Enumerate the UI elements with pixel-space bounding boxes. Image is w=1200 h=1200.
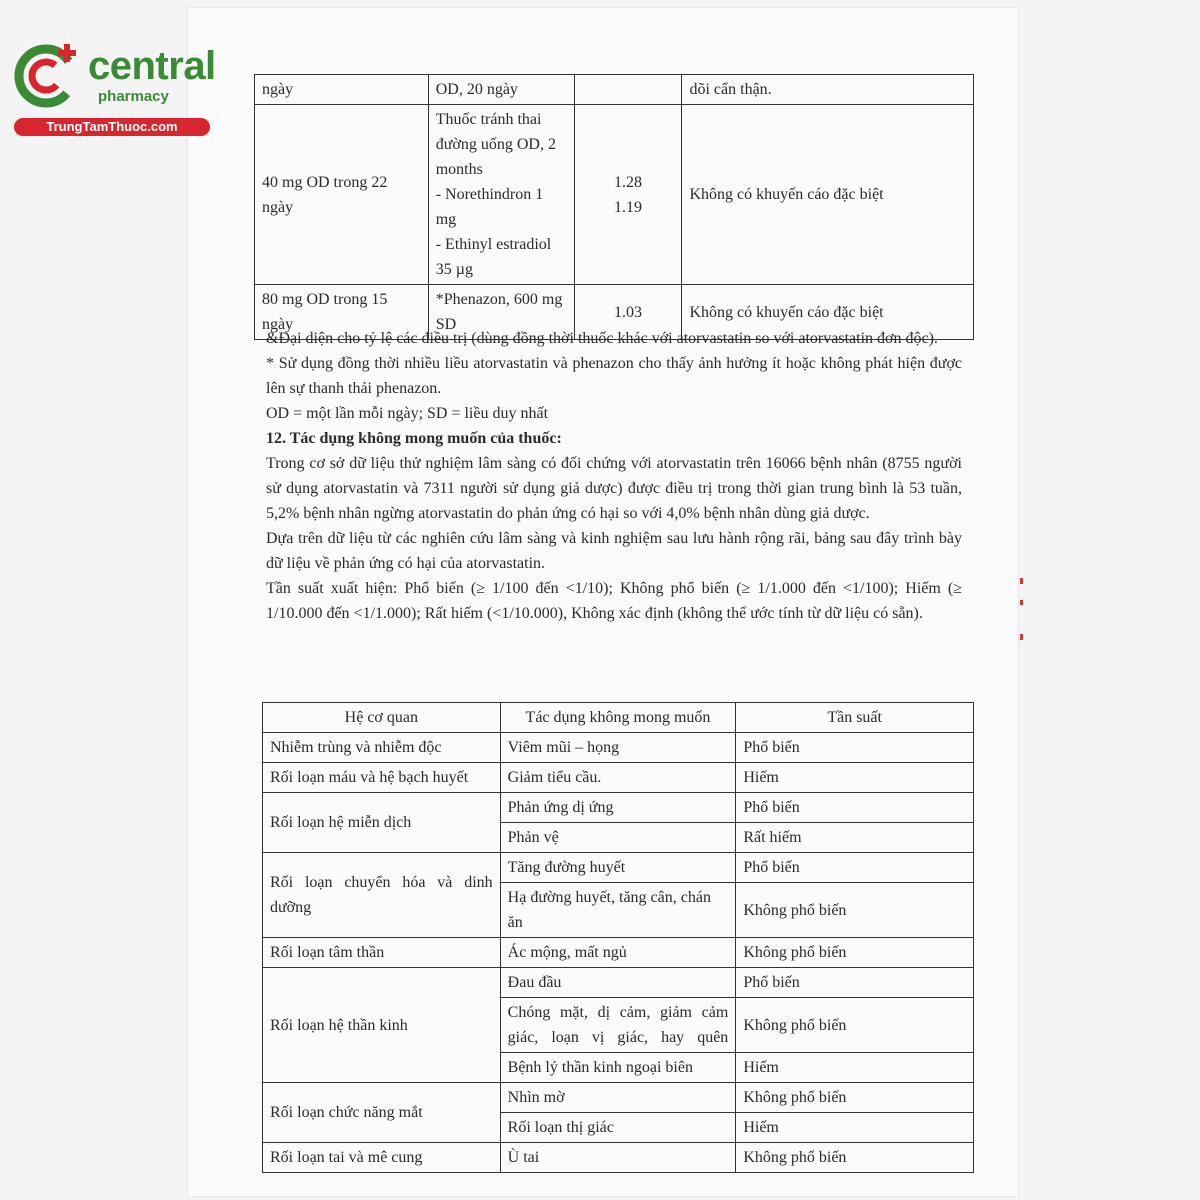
organ-system-cell: Nhiễm trùng và nhiễm độc [263, 733, 501, 763]
margin-mark [1020, 578, 1023, 584]
logo-sub: pharmacy [98, 88, 169, 105]
effect-cell: Tăng đường huyết [500, 853, 736, 883]
effect-cell: Phản ứng dị ứng [500, 793, 736, 823]
organ-system-cell: Rối loạn chuyển hóa và dinh dưỡng [263, 853, 501, 938]
table-row [263, 938, 974, 968]
effect-cell: Giảm tiểu cầu. [500, 763, 736, 793]
cell-line: *Phenazon, 600 mg SD [435, 291, 563, 333]
table-cell [682, 105, 974, 285]
table-row [263, 853, 974, 883]
frequency-cell: Rất hiếm [736, 823, 974, 853]
margin-mark [1020, 600, 1023, 605]
section-heading: 12. Tác dụng không mong muốn của thuốc: [266, 430, 562, 447]
logo-site-url[interactable]: TrungTamThuoc.com [14, 118, 210, 136]
table-row [263, 793, 974, 823]
effect-cell: Bệnh lý thần kinh ngoại biên [500, 1053, 736, 1083]
table-row [255, 75, 974, 105]
column-header: Tác dụng không mong muốn [500, 703, 736, 733]
cell-text: dõi cẩn thận. [689, 81, 772, 98]
effect-cell: Phản vệ [500, 823, 736, 853]
footnote-asterisk: * Sử dụng đồng thời nhiều liều atorvastatin và phenazon cho thấy ảnh hưởng ít hoặc không phát hiện được lên sự thanh thải phenazon. [266, 355, 962, 397]
table-cell [255, 105, 429, 285]
organ-system-cell: Rối loạn tai và mê cung [263, 1143, 501, 1173]
cell-text: 80 mg OD trong 15 ngày [262, 291, 388, 333]
column-header: Tần suất [736, 703, 974, 733]
frequency-cell: Không phổ biến [736, 1143, 974, 1173]
margin-mark [1020, 634, 1023, 640]
ratio-value: 1.19 [614, 198, 643, 216]
effect-cell: Đau đầu [500, 968, 736, 998]
table-row [263, 733, 974, 763]
footnote-ampersand: &Đại diện cho tỷ lệ các điều trị (dùng đồng thời thuốc khác với atorvastatin so với atorvastatin đơn độc). [266, 330, 938, 347]
central-pharmacy-logo[interactable] [10, 36, 215, 136]
organ-system-cell: Rối loạn hệ miễn dịch [263, 793, 501, 853]
ratio-value: 1.03 [614, 303, 643, 321]
frequency-cell: Hiếm [736, 1053, 974, 1083]
table-row [263, 1143, 974, 1173]
table-row [263, 763, 974, 793]
effect-cell: Nhìn mờ [500, 1083, 736, 1113]
cell-text: 40 mg OD trong 22 ngày [262, 173, 388, 216]
effect-cell: Viêm mũi – họng [500, 733, 736, 763]
table-cell [428, 75, 574, 105]
cell-text: ngày [262, 81, 294, 98]
table-cell [682, 75, 974, 105]
logo-c-icon [10, 36, 88, 116]
table-cell [574, 75, 682, 105]
table-row [263, 968, 974, 998]
paragraph: Trong cơ sở dữ liệu thử nghiệm lâm sàng có đối chứng với atorvastatin trên 16066 bệnh nhân (8755 người sử dụng atorvastatin và 7311 người sử dụng giả dược) được điều trị trong thời gian trung bình là 53 tuần, 5,2% bệnh nhân ngừng atorvastatin do phản ứng có hại so với 4,0% bệnh nhân dùng giả dược. [266, 455, 962, 522]
frequency-cell: Không phổ biến [736, 883, 974, 938]
ratio-value: 1.28 [614, 173, 643, 191]
frequency-cell: Phổ biến [736, 853, 974, 883]
effect-cell: Chóng mặt, dị cảm, giảm cảm giác, loạn vị giác, hay quên [500, 998, 736, 1053]
adverse-effects-table [262, 702, 974, 1173]
footnote-abbreviations: OD = một lần mỗi ngày; SD = liều duy nhất [266, 405, 549, 422]
table-cell [255, 75, 429, 105]
effect-cell: Hạ đường huyết, tăng cân, chán ăn [500, 883, 736, 938]
notes-section [266, 326, 962, 626]
cell-text: OD, 20 ngày [435, 81, 518, 98]
cell-text: Không có khuyến cáo đặc biệt [689, 303, 884, 321]
cell-line: - Ethinyl estradiol 35 µg [435, 236, 552, 278]
table-header-row [263, 703, 974, 733]
cell-line: - Norethindron 1 mg [435, 186, 544, 228]
effect-cell: Ác mộng, mất ngủ [500, 938, 736, 968]
frequency-cell: Hiếm [736, 763, 974, 793]
cell-line: Thuốc tránh thai đường uống OD, 2 months [435, 111, 556, 178]
table-row [263, 1083, 974, 1113]
frequency-cell: Không phổ biến [736, 1083, 974, 1113]
interaction-table [254, 74, 974, 340]
organ-system-cell: Rối loạn máu và hệ bạch huyết [263, 763, 501, 793]
frequency-cell: Không phổ biến [736, 938, 974, 968]
effect-cell: Ù tai [500, 1143, 736, 1173]
organ-system-cell: Rối loạn hệ thần kinh [263, 968, 501, 1083]
frequency-cell: Phổ biến [736, 968, 974, 998]
frequency-cell: Phổ biến [736, 733, 974, 763]
cell-text: Không có khuyến cáo đặc biệt [689, 186, 884, 203]
frequency-cell: Phổ biến [736, 793, 974, 823]
paragraph: Dựa trên dữ liệu từ các nghiên cứu lâm sàng và kinh nghiệm sau lưu hành rộng rãi, bảng sau đây trình bày dữ liệu về phản ứng có hại của atorvastatin. [266, 530, 962, 572]
paragraph: Tần suất xuất hiện: Phổ biến (≥ 1/100 đến <1/10); Không phổ biến (≥ 1/1.000 đến <1/100); Hiếm (≥ 1/10.000 đến <1/1.000); Rất hiếm (<1/10.000), Không xác định (không thể ước tính từ dữ liệu có sẵn). [266, 580, 962, 622]
table-cell [574, 105, 682, 285]
frequency-cell: Không phổ biến [736, 998, 974, 1053]
effect-cell: Rối loạn thị giác [500, 1113, 736, 1143]
organ-system-cell: Rối loạn tâm thần [263, 938, 501, 968]
table-cell [428, 105, 574, 285]
organ-system-cell: Rối loạn chức năng mắt [263, 1083, 501, 1143]
column-header: Hệ cơ quan [263, 703, 501, 733]
frequency-cell: Hiếm [736, 1113, 974, 1143]
table-row [255, 105, 974, 285]
logo-brand: central [88, 44, 216, 88]
